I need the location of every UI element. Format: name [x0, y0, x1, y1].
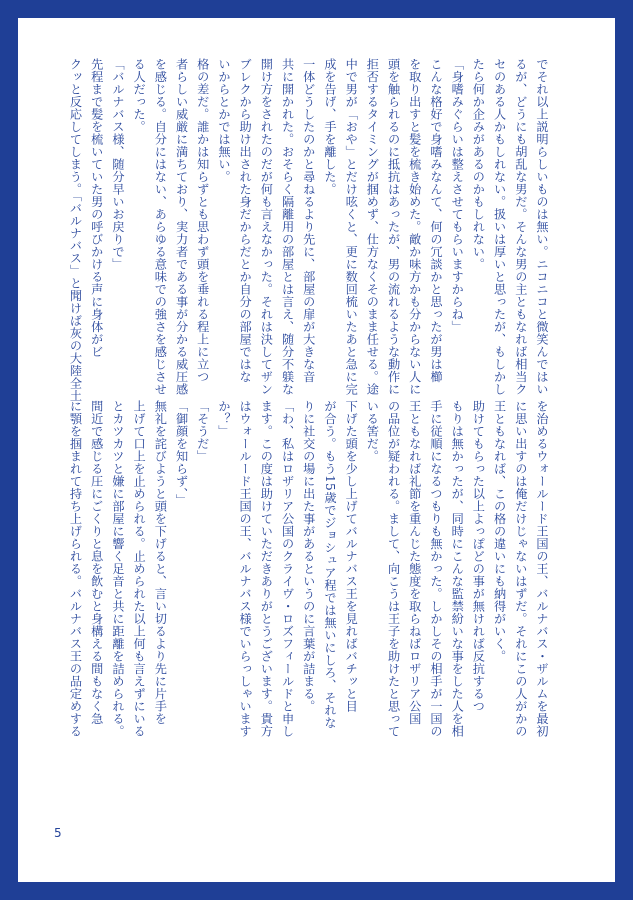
- page-number: 5: [54, 826, 62, 840]
- text-line: 「身嗜みぐらいは整えさせてもらいますからね」: [450, 58, 465, 333]
- text-line: 下げた頭を少し上げてバルナバス王を見ればバチッと目: [344, 400, 359, 713]
- text-line: 者らしい威厳に満ちており、実力者である事が分かる威圧感: [174, 58, 189, 396]
- text-line: るが、どうにも胡乱な男だ。そんな男の主ともなれば相当ク: [513, 58, 528, 396]
- text-line: る人だった。: [132, 58, 147, 133]
- text-line: 無礼を詫びようと頭を下げると、言い切るより先に片手を: [153, 400, 168, 725]
- text-line: 「そうだ」: [195, 400, 210, 463]
- text-line: に思い出すのは俺だけじゃないはずだ。それにこの人がかの: [513, 400, 528, 738]
- text-line: 共に開かれた。おそらく隔離用の部屋とは言え、随分不躾な: [280, 58, 295, 396]
- text-line: クッと反応してしまう。「バルナバス」と聞けば灰の大陸全土: [68, 58, 83, 402]
- text-line: 先程まで髪を梳いていた男の呼びかける声に身体がビ: [89, 58, 104, 358]
- top-text-block: [68, 58, 552, 402]
- text-line: ブレクから助け出された身だからだとか自分の部屋ではな: [238, 58, 253, 383]
- text-line: 格の差だ。誰かは知らずとも思わず頭を垂れる程上に立つ: [195, 58, 210, 383]
- text-line: 「御顔を知らず、」: [174, 400, 189, 507]
- text-line: 中で男が「おや」とだけ呟くと、更に数回梳いたあと急に完: [344, 58, 359, 396]
- text-line: 王ともなれば礼節を重んじた態度を取らねばロザリア公国: [407, 400, 422, 725]
- bottom-text-block: [68, 400, 552, 810]
- text-line: を取り出すと髪を梳き始めた。敵か味方かも分からない人に: [407, 58, 422, 396]
- text-line: いからとかでは無い。: [216, 58, 231, 183]
- text-line: 「バルナバス様、随分早いお戻りで」: [110, 58, 125, 271]
- text-line: 間近で感じる圧にごくりと息を飲むと身構える間もなく急: [89, 400, 104, 725]
- text-line: とカツカツと嫌に部屋に響く足音と共に距離を詰められる。: [110, 400, 125, 738]
- text-line: こんな格好で身嗜みなんて、何の冗談かと思ったが男は櫛: [428, 58, 443, 383]
- text-line: 開け方をされたのだが何も言えなかった。それは決してザン: [259, 58, 274, 396]
- text-line: 拒否するタイミングが掴めず、仕方なくそのまま任せる。途: [365, 58, 380, 396]
- text-line: はウォールード王国の王、バルナバス様でいらっしゃいます: [238, 400, 253, 738]
- text-line: を感じる。自分にはない、あらゆる意味での強さを感じさせ: [153, 58, 168, 396]
- text-line: 「わ、私はロザリア公国のクライヴ・ロズフィールドと申し: [280, 400, 295, 738]
- text-line: 頭を触られるのに抵抗はあったが、男の流れるような動作に: [386, 58, 401, 396]
- text-line: ます。この度は助けていただきありがとうございます。貴方: [259, 400, 274, 738]
- text-line: 成を告げ、手を離した。: [322, 58, 337, 196]
- text-line: 助けてもらった以上よっぽどの事が無ければ反抗するつ: [471, 400, 486, 713]
- text-line: の品位が疑われる。まして、向こうは王子を助けたと思って: [386, 400, 401, 738]
- text-line: でそれ以上説明らしいものは無い。ニコニコと微笑んではい: [535, 58, 549, 396]
- text-line: もりは無かったが、同時にこんな監禁紛いな事をした人を相: [450, 400, 465, 738]
- text-line: に顎を掴まれて持ち上げられる。バルナバス王の品定めする: [68, 400, 83, 738]
- text-line: 手に従順になるつもりも無かった。しかしその相手が一国の: [428, 400, 443, 738]
- text-line: か？」: [216, 400, 231, 438]
- text-line: を治めるウォールード王国の王、バルナバス・ザルムを最初: [535, 400, 549, 738]
- text-line: 一体どうしたのかと尋ねるより先に、部屋の扉が大きな音: [301, 58, 316, 383]
- text-line: セのある人かもしれない。扱いは厚いと思ったが、もしかし: [492, 58, 507, 396]
- text-line: りに社交の場に出た事があるというのに言葉が詰まる。: [301, 400, 316, 713]
- text-line: が合う。もう15歳でジョシュア程では無いにしろ、それな: [322, 400, 337, 729]
- text-line: たら何か企みがあるのかもしれない。: [471, 58, 486, 271]
- text-line: いる筈だ。: [365, 400, 380, 463]
- text-line: 王ともなれば、この格の違いにも納得がいく。: [492, 400, 507, 663]
- text-line: 上げて口上を止められる。止められた以上何も言えずにいる: [132, 400, 147, 738]
